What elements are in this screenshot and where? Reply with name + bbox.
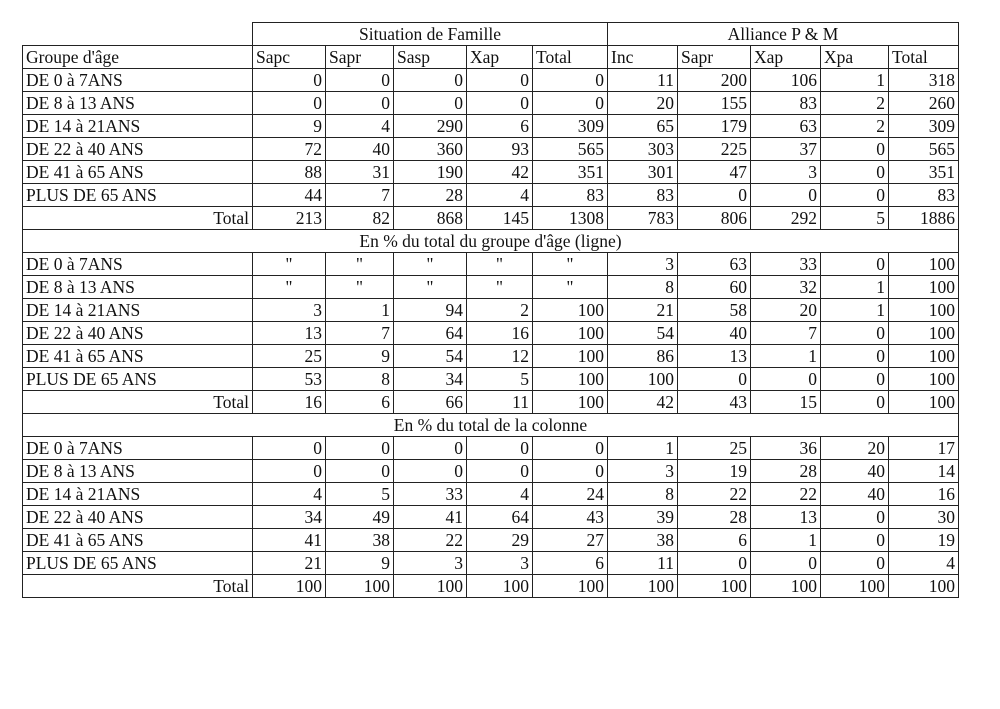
age-group-family-table (22, 22, 959, 598)
value-cell: 29 (467, 529, 533, 552)
value-cell: " (253, 253, 326, 276)
value-cell: 0 (326, 69, 394, 92)
value-cell: 1 (326, 299, 394, 322)
section-title: En % du total du groupe d'âge (ligne) (23, 230, 959, 253)
value-cell: 14 (889, 460, 959, 483)
total-label: Total (23, 391, 253, 414)
total-cell: 100 (821, 575, 889, 598)
value-cell: 11 (608, 69, 678, 92)
total-cell: 100 (394, 575, 467, 598)
table-row (23, 437, 959, 460)
total-row (23, 575, 959, 598)
value-cell: 3 (608, 253, 678, 276)
value-cell: 351 (533, 161, 608, 184)
value-cell: 1 (821, 276, 889, 299)
value-cell: 0 (467, 92, 533, 115)
value-cell: 28 (678, 506, 751, 529)
value-cell: " (533, 276, 608, 299)
total-label: Total (23, 575, 253, 598)
value-cell: 0 (253, 460, 326, 483)
value-cell: 0 (533, 69, 608, 92)
total-cell: 100 (533, 391, 608, 414)
value-cell: 41 (253, 529, 326, 552)
value-cell: 20 (751, 299, 821, 322)
value-cell: 360 (394, 138, 467, 161)
section-title: En % du total de la colonne (23, 414, 959, 437)
value-cell: 25 (253, 345, 326, 368)
table-row (23, 460, 959, 483)
value-cell: 42 (467, 161, 533, 184)
age-group-label: DE 14 à 21ANS (23, 115, 253, 138)
table-row (23, 92, 959, 115)
value-cell: 0 (253, 437, 326, 460)
table-row (23, 368, 959, 391)
total-cell: 100 (608, 575, 678, 598)
total-cell: 783 (608, 207, 678, 230)
value-cell: 47 (678, 161, 751, 184)
table-row (23, 529, 959, 552)
column-header: Sapc (253, 46, 326, 69)
table-body (23, 23, 959, 598)
value-cell: 0 (533, 437, 608, 460)
value-cell: 0 (751, 368, 821, 391)
value-cell: 565 (889, 138, 959, 161)
value-cell: 225 (678, 138, 751, 161)
value-cell: 0 (821, 345, 889, 368)
value-cell: 44 (253, 184, 326, 207)
total-cell: 100 (326, 575, 394, 598)
value-cell: 303 (608, 138, 678, 161)
total-cell: 145 (467, 207, 533, 230)
value-cell: 8 (608, 276, 678, 299)
table-row (23, 115, 959, 138)
value-cell: 0 (326, 92, 394, 115)
value-cell: 100 (889, 368, 959, 391)
value-cell: 0 (821, 138, 889, 161)
value-cell: 21 (608, 299, 678, 322)
value-cell: 0 (821, 253, 889, 276)
value-cell: 0 (467, 460, 533, 483)
value-cell: 28 (394, 184, 467, 207)
value-cell: 58 (678, 299, 751, 322)
value-cell: 33 (751, 253, 821, 276)
value-cell: 30 (889, 506, 959, 529)
value-cell: 63 (678, 253, 751, 276)
total-row (23, 207, 959, 230)
data-table (22, 22, 959, 598)
value-cell: 63 (751, 115, 821, 138)
value-cell: 53 (253, 368, 326, 391)
total-row (23, 391, 959, 414)
value-cell: 28 (751, 460, 821, 483)
value-cell: " (394, 276, 467, 299)
table-row (23, 138, 959, 161)
value-cell: 22 (751, 483, 821, 506)
value-cell: 94 (394, 299, 467, 322)
value-cell: 106 (751, 69, 821, 92)
total-cell: 11 (467, 391, 533, 414)
value-cell: 0 (678, 552, 751, 575)
value-cell: 100 (889, 253, 959, 276)
value-cell: 16 (889, 483, 959, 506)
value-cell: 4 (253, 483, 326, 506)
value-cell: 309 (533, 115, 608, 138)
value-cell: 93 (467, 138, 533, 161)
value-cell: 1 (751, 529, 821, 552)
value-cell: 7 (326, 322, 394, 345)
total-cell: 213 (253, 207, 326, 230)
age-group-label: DE 14 à 21ANS (23, 483, 253, 506)
value-cell: 13 (678, 345, 751, 368)
value-cell: 0 (253, 69, 326, 92)
value-cell: 100 (533, 299, 608, 322)
value-cell: 22 (394, 529, 467, 552)
total-cell: 82 (326, 207, 394, 230)
value-cell: 100 (889, 345, 959, 368)
value-cell: " (394, 253, 467, 276)
value-cell: 40 (326, 138, 394, 161)
age-group-label: DE 22 à 40 ANS (23, 138, 253, 161)
value-cell: 2 (821, 92, 889, 115)
value-cell: 100 (533, 368, 608, 391)
value-cell: 72 (253, 138, 326, 161)
column-header-row (23, 46, 959, 69)
value-cell: 100 (889, 322, 959, 345)
value-cell: 13 (253, 322, 326, 345)
value-cell: 83 (533, 184, 608, 207)
value-cell: 1 (821, 299, 889, 322)
value-cell: 25 (678, 437, 751, 460)
value-cell: 0 (533, 460, 608, 483)
column-header: Sasp (394, 46, 467, 69)
value-cell: 1 (608, 437, 678, 460)
value-cell: 3 (467, 552, 533, 575)
column-header: Sapr (678, 46, 751, 69)
age-group-label: PLUS DE 65 ANS (23, 368, 253, 391)
value-cell: " (253, 276, 326, 299)
value-cell: 19 (889, 529, 959, 552)
value-cell: 8 (608, 483, 678, 506)
age-group-label: DE 14 à 21ANS (23, 299, 253, 322)
value-cell: 4 (889, 552, 959, 575)
value-cell: 0 (751, 552, 821, 575)
total-cell: 0 (821, 391, 889, 414)
value-cell: 4 (467, 184, 533, 207)
value-cell: 43 (533, 506, 608, 529)
value-cell: 1 (821, 69, 889, 92)
value-cell: 0 (821, 161, 889, 184)
value-cell: 27 (533, 529, 608, 552)
total-cell: 100 (253, 575, 326, 598)
section-title-row (23, 414, 959, 437)
total-cell: 868 (394, 207, 467, 230)
value-cell: " (467, 276, 533, 299)
age-group-label: DE 8 à 13 ANS (23, 460, 253, 483)
table-row (23, 552, 959, 575)
value-cell: 190 (394, 161, 467, 184)
value-cell: 0 (821, 529, 889, 552)
value-cell: 0 (533, 92, 608, 115)
value-cell: 12 (467, 345, 533, 368)
age-group-label: DE 41 à 65 ANS (23, 345, 253, 368)
table-row (23, 506, 959, 529)
value-cell: 6 (533, 552, 608, 575)
value-cell: 6 (678, 529, 751, 552)
corner-cell (23, 23, 253, 46)
value-cell: 9 (253, 115, 326, 138)
value-cell: 4 (326, 115, 394, 138)
value-cell: 0 (678, 368, 751, 391)
value-cell: 3 (751, 161, 821, 184)
age-group-label: DE 41 à 65 ANS (23, 161, 253, 184)
value-cell: 83 (608, 184, 678, 207)
value-cell: 38 (608, 529, 678, 552)
value-cell: 21 (253, 552, 326, 575)
value-cell: 0 (678, 184, 751, 207)
total-cell: 6 (326, 391, 394, 414)
value-cell: 0 (394, 460, 467, 483)
table-row (23, 253, 959, 276)
value-cell: 22 (678, 483, 751, 506)
total-cell: 66 (394, 391, 467, 414)
value-cell: " (326, 253, 394, 276)
value-cell: 179 (678, 115, 751, 138)
value-cell: 290 (394, 115, 467, 138)
value-cell: 100 (533, 345, 608, 368)
value-cell: 34 (394, 368, 467, 391)
value-cell: 0 (467, 69, 533, 92)
total-cell: 43 (678, 391, 751, 414)
value-cell: 3 (253, 299, 326, 322)
value-cell: 3 (608, 460, 678, 483)
value-cell: 0 (394, 92, 467, 115)
value-cell: 24 (533, 483, 608, 506)
value-cell: 19 (678, 460, 751, 483)
value-cell: 17 (889, 437, 959, 460)
value-cell: 0 (821, 552, 889, 575)
value-cell: 31 (326, 161, 394, 184)
value-cell: 65 (608, 115, 678, 138)
total-cell: 16 (253, 391, 326, 414)
value-cell: 0 (821, 506, 889, 529)
value-cell: 351 (889, 161, 959, 184)
value-cell: 4 (467, 483, 533, 506)
group-header-row (23, 23, 959, 46)
column-header: Total (889, 46, 959, 69)
value-cell: 5 (326, 483, 394, 506)
age-group-label: DE 22 à 40 ANS (23, 322, 253, 345)
total-cell: 42 (608, 391, 678, 414)
column-header: Total (533, 46, 608, 69)
value-cell: 318 (889, 69, 959, 92)
value-cell: 9 (326, 345, 394, 368)
value-cell: " (326, 276, 394, 299)
total-cell: 100 (678, 575, 751, 598)
situation-famille-header: Situation de Famille (253, 23, 608, 46)
value-cell: 83 (889, 184, 959, 207)
value-cell: 64 (394, 322, 467, 345)
value-cell: 0 (394, 69, 467, 92)
age-group-label: DE 8 à 13 ANS (23, 276, 253, 299)
value-cell: 100 (533, 322, 608, 345)
section-title-row (23, 230, 959, 253)
value-cell: 88 (253, 161, 326, 184)
column-header: Inc (608, 46, 678, 69)
value-cell: 0 (326, 437, 394, 460)
total-cell: 100 (889, 391, 959, 414)
value-cell: 0 (751, 184, 821, 207)
table-row (23, 322, 959, 345)
column-header: Xap (751, 46, 821, 69)
total-cell: 1886 (889, 207, 959, 230)
table-row (23, 184, 959, 207)
total-cell: 292 (751, 207, 821, 230)
value-cell: 20 (608, 92, 678, 115)
age-group-label: DE 41 à 65 ANS (23, 529, 253, 552)
value-cell: 11 (608, 552, 678, 575)
table-row (23, 483, 959, 506)
table-row (23, 69, 959, 92)
value-cell: 40 (821, 483, 889, 506)
value-cell: " (467, 253, 533, 276)
value-cell: 2 (821, 115, 889, 138)
value-cell: 301 (608, 161, 678, 184)
value-cell: 155 (678, 92, 751, 115)
value-cell: 39 (608, 506, 678, 529)
value-cell: 100 (889, 276, 959, 299)
table-row (23, 299, 959, 322)
value-cell: 0 (326, 460, 394, 483)
value-cell: " (533, 253, 608, 276)
value-cell: 565 (533, 138, 608, 161)
value-cell: 16 (467, 322, 533, 345)
value-cell: 64 (467, 506, 533, 529)
value-cell: 100 (608, 368, 678, 391)
value-cell: 32 (751, 276, 821, 299)
total-cell: 100 (889, 575, 959, 598)
age-group-label: DE 0 à 7ANS (23, 253, 253, 276)
age-group-label: DE 22 à 40 ANS (23, 506, 253, 529)
alliance-header: Alliance P & M (608, 23, 959, 46)
value-cell: 40 (678, 322, 751, 345)
total-cell: 100 (533, 575, 608, 598)
age-group-label: DE 0 à 7ANS (23, 69, 253, 92)
value-cell: 83 (751, 92, 821, 115)
age-group-label: DE 8 à 13 ANS (23, 92, 253, 115)
total-cell: 1308 (533, 207, 608, 230)
value-cell: 86 (608, 345, 678, 368)
value-cell: 0 (821, 322, 889, 345)
value-cell: 9 (326, 552, 394, 575)
total-cell: 100 (467, 575, 533, 598)
value-cell: 100 (889, 299, 959, 322)
value-cell: 5 (467, 368, 533, 391)
table-row (23, 276, 959, 299)
value-cell: 0 (467, 437, 533, 460)
value-cell: 54 (608, 322, 678, 345)
value-cell: 33 (394, 483, 467, 506)
value-cell: 2 (467, 299, 533, 322)
total-cell: 15 (751, 391, 821, 414)
age-group-label: DE 0 à 7ANS (23, 437, 253, 460)
value-cell: 0 (821, 368, 889, 391)
total-label: Total (23, 207, 253, 230)
value-cell: 1 (751, 345, 821, 368)
value-cell: 7 (751, 322, 821, 345)
value-cell: 40 (821, 460, 889, 483)
value-cell: 49 (326, 506, 394, 529)
value-cell: 0 (253, 92, 326, 115)
value-cell: 20 (821, 437, 889, 460)
column-header: Groupe d'âge (23, 46, 253, 69)
value-cell: 7 (326, 184, 394, 207)
value-cell: 3 (394, 552, 467, 575)
column-header: Sapr (326, 46, 394, 69)
value-cell: 13 (751, 506, 821, 529)
value-cell: 37 (751, 138, 821, 161)
age-group-label: PLUS DE 65 ANS (23, 552, 253, 575)
value-cell: 60 (678, 276, 751, 299)
age-group-label: PLUS DE 65 ANS (23, 184, 253, 207)
value-cell: 200 (678, 69, 751, 92)
value-cell: 0 (394, 437, 467, 460)
total-cell: 806 (678, 207, 751, 230)
value-cell: 54 (394, 345, 467, 368)
value-cell: 309 (889, 115, 959, 138)
column-header: Xpa (821, 46, 889, 69)
table-row (23, 345, 959, 368)
table-row (23, 161, 959, 184)
value-cell: 8 (326, 368, 394, 391)
value-cell: 34 (253, 506, 326, 529)
value-cell: 260 (889, 92, 959, 115)
value-cell: 38 (326, 529, 394, 552)
total-cell: 100 (751, 575, 821, 598)
total-cell: 5 (821, 207, 889, 230)
value-cell: 6 (467, 115, 533, 138)
value-cell: 41 (394, 506, 467, 529)
column-header: Xap (467, 46, 533, 69)
value-cell: 0 (821, 184, 889, 207)
value-cell: 36 (751, 437, 821, 460)
